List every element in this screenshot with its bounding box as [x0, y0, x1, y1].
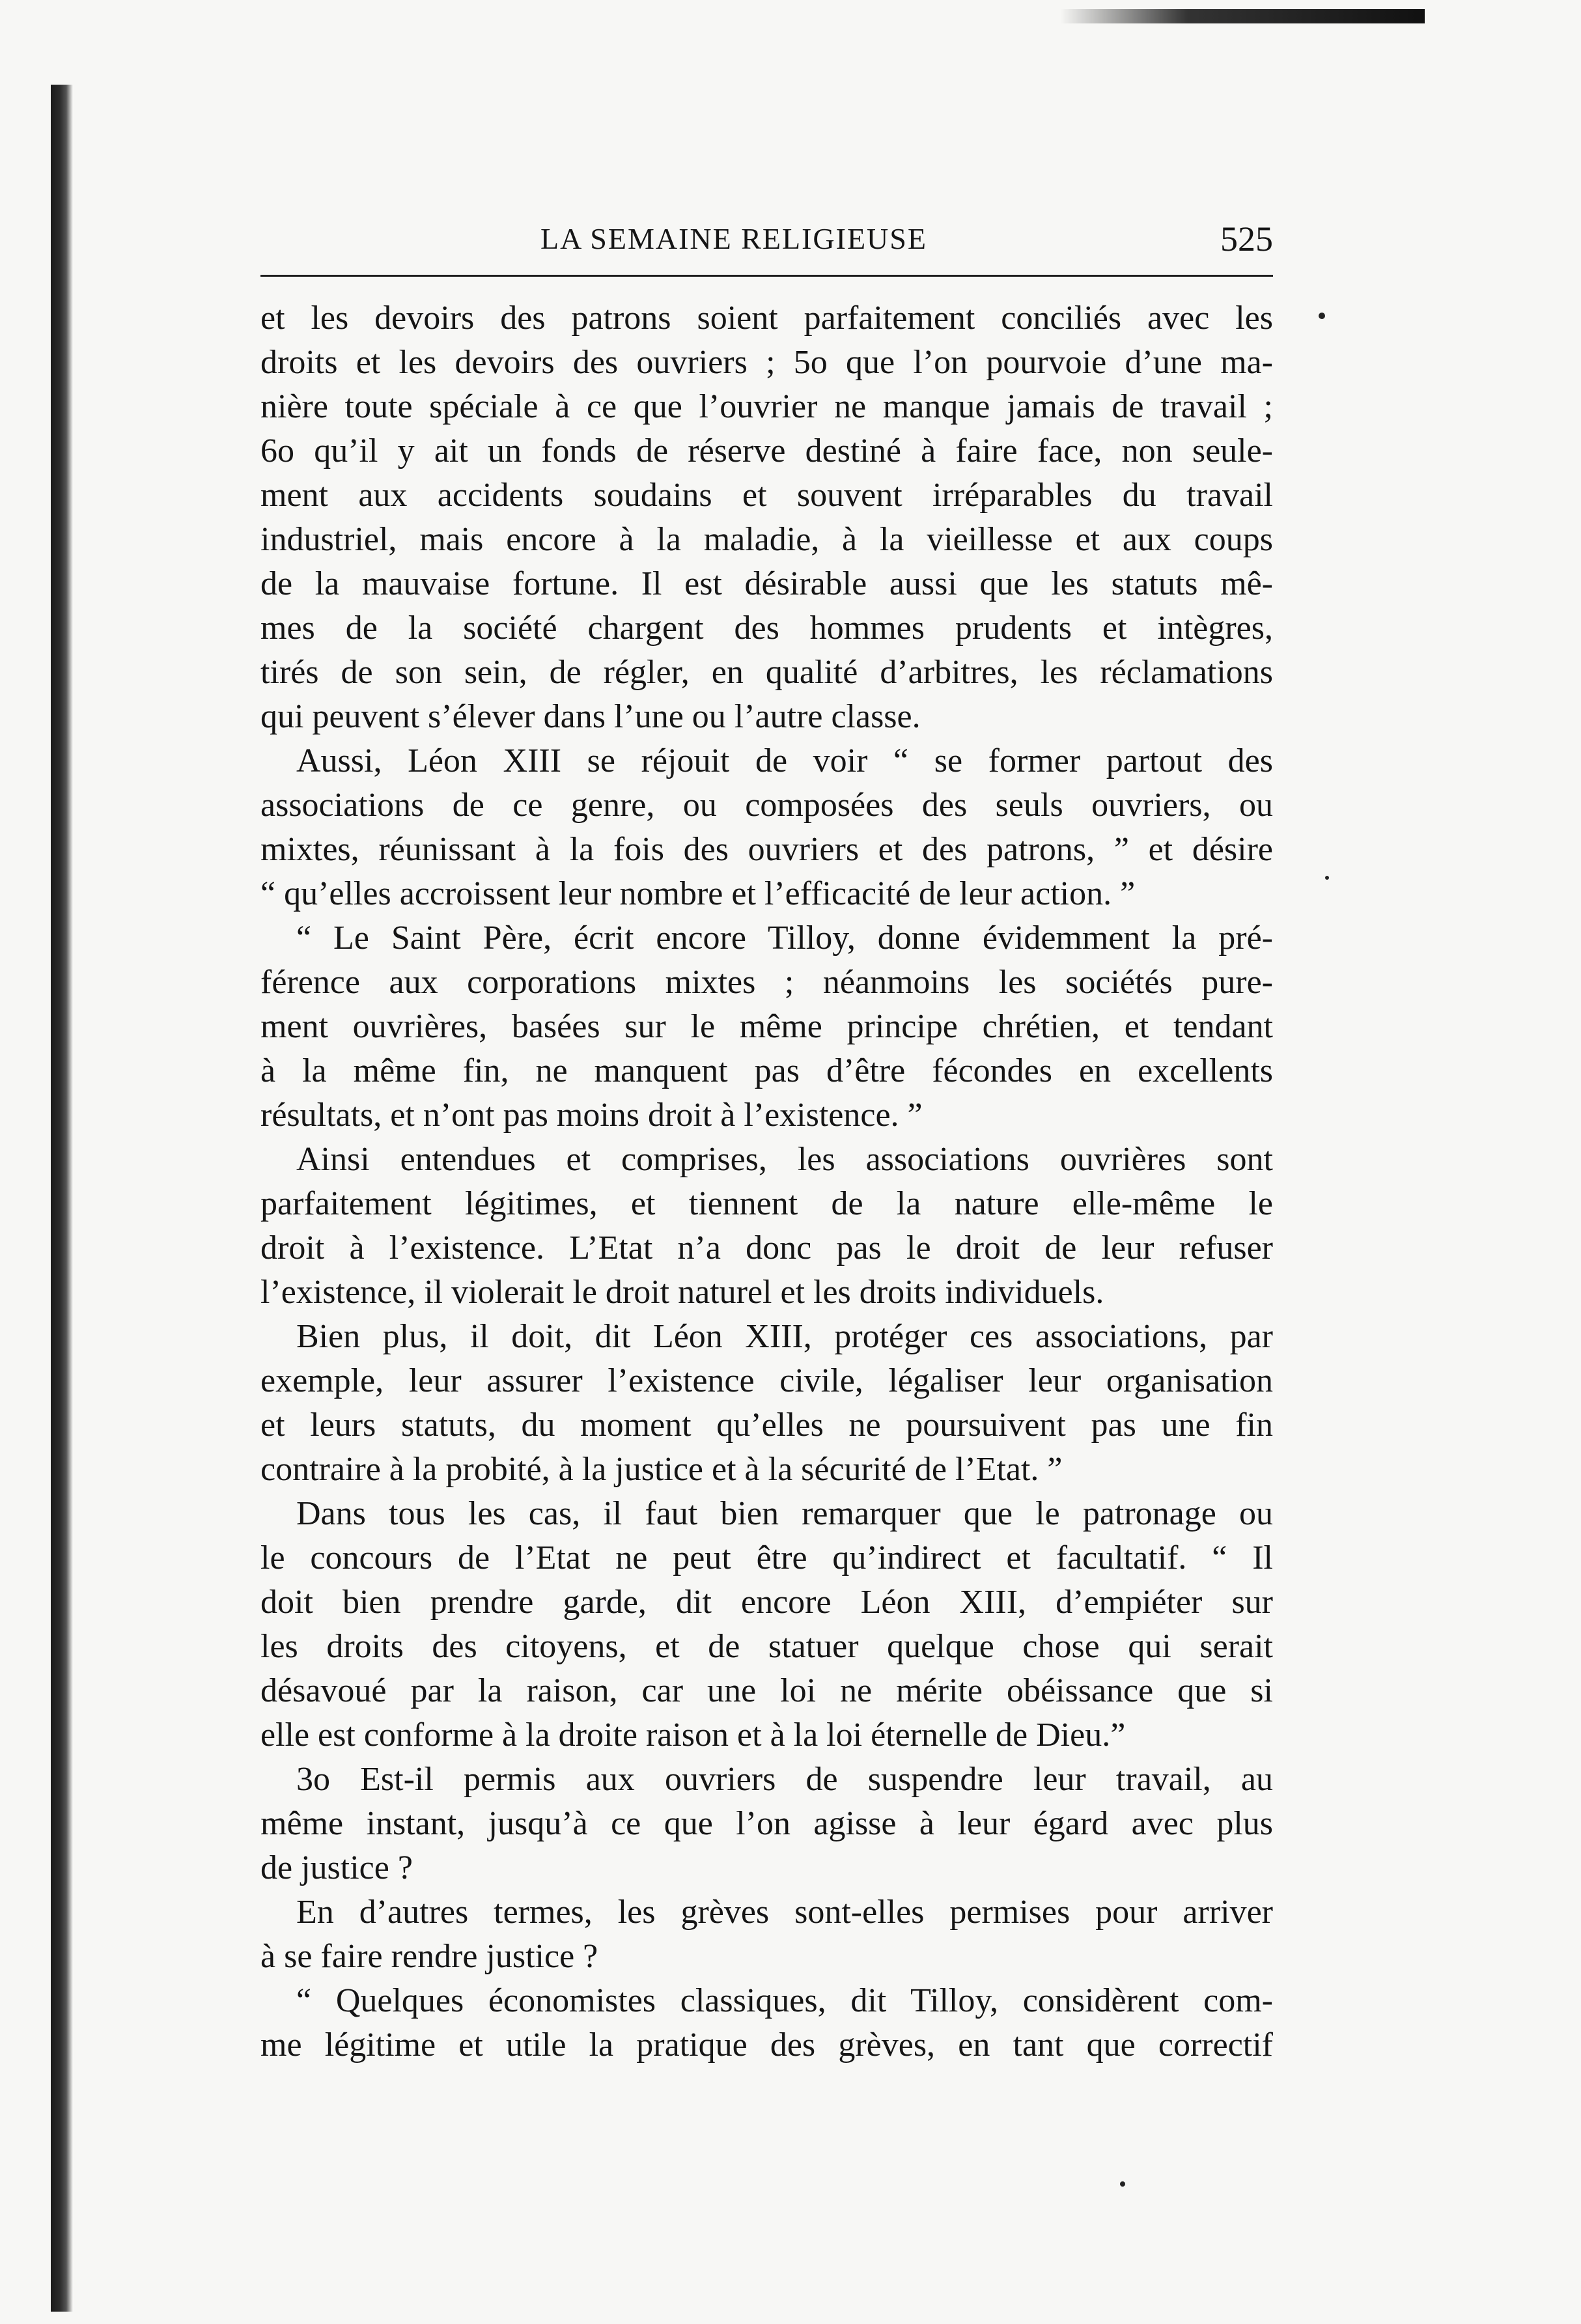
text-line: doit bien prendre garde, dit encore Léon XIII, d’empiéter sur [260, 1584, 1273, 1621]
scan-artifact-rule [1060, 9, 1425, 23]
text-line: droit à l’existence. L’Etat n’a donc pas le droit de leur refuser [260, 1229, 1273, 1267]
text-line: les droits des citoyens, et de statuer quelque chose qui serait [260, 1628, 1273, 1665]
text-line: à se faire rendre justice ? [260, 1938, 598, 1975]
text-line: résultats, et n’ont pas moins droit à l’existence. ” [260, 1097, 923, 1134]
body-text [260, 296, 1273, 2067]
ink-speck [1325, 876, 1329, 880]
text-line: férence aux corporations mixtes ; néanmoins les sociétés pure- [260, 964, 1273, 1001]
text-line: “ qu’elles accroissent leur nombre et l’efficacité de leur action. ” [260, 875, 1136, 912]
text-line: mixtes, réunissant à la fois des ouvriers et des patrons, ” et désire [260, 831, 1273, 868]
text-line: Ainsi entendues et comprises, les associations ouvrières sont [296, 1141, 1273, 1178]
ink-speck [1319, 313, 1325, 319]
text-line: industriel, mais encore à la maladie, à la vieillesse et aux coups [260, 521, 1273, 558]
text-line: l’existence, il violerait le droit naturel et les droits individuels. [260, 1274, 1104, 1311]
text-line: “ Quelques économistes classiques, dit Tilloy, considèrent com- [296, 1982, 1273, 2019]
book-binding-edge [51, 85, 73, 2312]
running-head: LA SEMAINE RELIGIEUSE [540, 222, 927, 255]
text-line: En d’autres termes, les grèves sont-elles permises pour arriver [296, 1894, 1273, 1931]
text-line: et leurs statuts, du moment qu’elles ne poursuivent pas une fin [260, 1407, 1273, 1444]
text-line: me légitime et utile la pratique des grèves, en tant que correctif [260, 2026, 1273, 2064]
page-number: 525 [1220, 219, 1273, 259]
text-line: tirés de son sein, de régler, en qualité d’arbitres, les réclamations [260, 654, 1273, 691]
text-line: nière toute spéciale à ce que l’ouvrier ne manque jamais de travail ; [260, 388, 1273, 425]
text-line: contraire à la probité, à la justice et à la sécurité de l’Etat. ” [260, 1451, 1063, 1488]
text-line: et les devoirs des patrons soient parfaitement conciliés avec les [260, 300, 1273, 337]
text-line: qui peuvent s’élever dans l’une ou l’autre classe. [260, 698, 921, 735]
text-line: ment ouvrières, basées sur le même principe chrétien, et tendant [260, 1008, 1273, 1045]
text-line: désavoué par la raison, car une loi ne mérite obéissance que si [260, 1672, 1273, 1709]
page-header [260, 221, 1273, 273]
text-line: Dans tous les cas, il faut bien remarquer que le patronage ou [296, 1495, 1273, 1532]
text-line: de la mauvaise fortune. Il est désirable aussi que les statuts mê- [260, 565, 1273, 602]
text-line: exemple, leur assurer l’existence civile, légaliser leur organisation [260, 1362, 1273, 1399]
text-line: mes de la société chargent des hommes prudents et intègres, [260, 609, 1273, 647]
text-line: “ Le Saint Père, écrit encore Tilloy, donne évidemment la pré- [296, 919, 1273, 957]
text-line: associations de ce genre, ou composées des seuls ouvriers, ou [260, 787, 1273, 824]
text-line: le concours de l’Etat ne peut être qu’indirect et facultatif. “ Il [260, 1539, 1273, 1576]
text-line: Bien plus, il doit, dit Léon XIII, protéger ces associations, par [296, 1318, 1273, 1355]
header-rule [260, 275, 1273, 277]
ink-speck [1120, 2181, 1125, 2187]
text-line: même instant, jusqu’à ce que l’on agisse à leur égard avec plus [260, 1805, 1273, 1842]
text-line: 6o qu’il y ait un fonds de réserve destiné à faire face, non seule- [260, 432, 1273, 469]
text-line: 3o Est-il permis aux ouvriers de suspendre leur travail, au [296, 1761, 1273, 1798]
text-line: à la même fin, ne manquent pas d’être fécondes en excellents [260, 1052, 1273, 1089]
text-line: ment aux accidents soudains et souvent irréparables du travail [260, 477, 1273, 514]
text-line: droits et les devoirs des ouvriers ; 5o que l’on pourvoie d’une ma- [260, 344, 1273, 381]
text-line: parfaitement légitimes, et tiennent de la nature elle-même le [260, 1185, 1273, 1222]
text-line: elle est conforme à la droite raison et à la loi éternelle de Dieu.” [260, 1716, 1126, 1754]
text-line: Aussi, Léon XIII se réjouit de voir “ se former partout des [296, 742, 1273, 779]
text-line: de justice ? [260, 1849, 413, 1886]
